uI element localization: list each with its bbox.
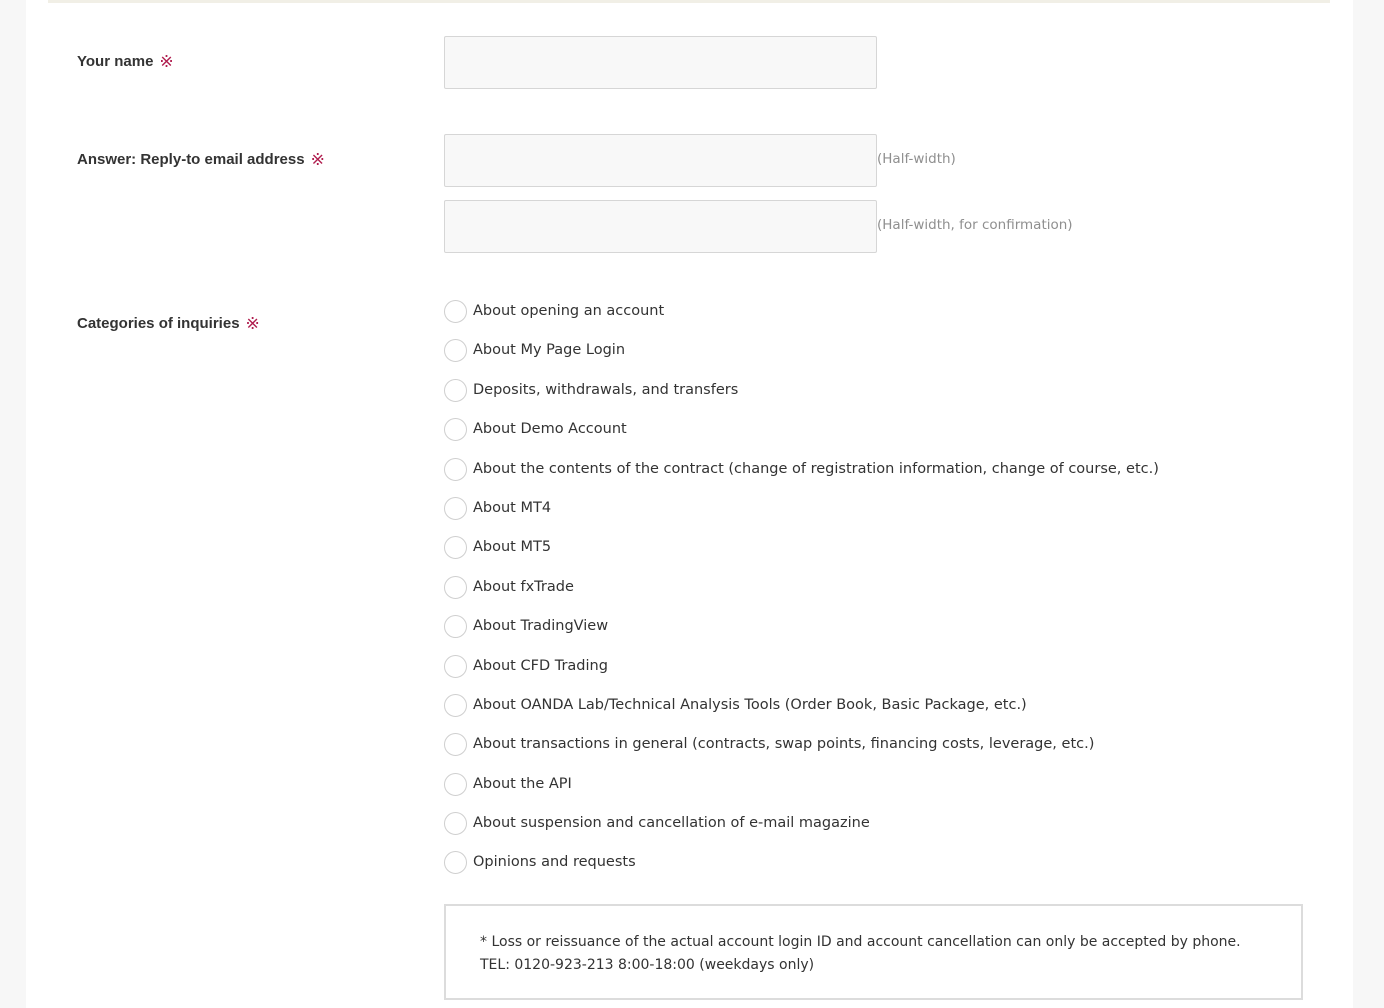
category-option[interactable] [444, 694, 1159, 733]
category-radio-group [444, 300, 1159, 891]
radio-button[interactable] [444, 694, 467, 717]
radio-button[interactable] [444, 851, 467, 874]
category-option[interactable] [444, 379, 1159, 418]
category-option[interactable] [444, 773, 1159, 812]
category-option-label[interactable]: About MT5 [473, 539, 552, 556]
category-option[interactable] [444, 576, 1159, 615]
category-option[interactable] [444, 300, 1159, 339]
top-divider [48, 0, 1330, 3]
category-option-label[interactable]: About suspension and cancellation of e-mail magazine [473, 815, 870, 832]
radio-button[interactable] [444, 812, 467, 835]
category-option-label[interactable]: About transactions in general (contracts, swap points, financing costs, leverage, etc.) [473, 736, 1095, 753]
radio-button[interactable] [444, 615, 467, 638]
email-confirm-hint: (Half-width, for confirmation) [877, 217, 1073, 233]
radio-button[interactable] [444, 418, 467, 441]
category-option-label[interactable]: About the API [473, 775, 572, 792]
category-option[interactable] [444, 418, 1159, 457]
category-label-text: Categories of inquiries [77, 315, 240, 332]
radio-button[interactable] [444, 536, 467, 559]
category-label [77, 315, 260, 332]
radio-button[interactable] [444, 339, 467, 362]
name-label [77, 53, 174, 70]
phone-notice-text: * Loss or reissuance of the actual account login ID and account cancellation can only be accepted by phone. TEL: 0120-923-213 8:00-18:00 (weekdays only) [480, 934, 1241, 973]
radio-button[interactable] [444, 733, 467, 756]
email-hint: (Half-width) [877, 151, 956, 167]
radio-button[interactable] [444, 379, 467, 402]
category-option[interactable] [444, 458, 1159, 497]
required-mark-icon: ※ [310, 150, 325, 169]
category-option-label[interactable]: About My Page Login [473, 342, 626, 359]
category-option[interactable] [444, 812, 1159, 851]
required-mark-icon: ※ [245, 314, 260, 333]
category-option-label[interactable]: Opinions and requests [473, 854, 636, 871]
name-label-text: Your name [77, 53, 154, 70]
category-option-label[interactable]: About Demo Account [473, 421, 627, 438]
category-option-label[interactable]: About the contents of the contract (change of registration information, change of course, etc.) [473, 460, 1159, 477]
category-option[interactable] [444, 733, 1159, 772]
category-option-label[interactable]: Deposits, withdrawals, and transfers [473, 381, 739, 398]
email-label-text: Answer: Reply-to email address [77, 151, 305, 168]
radio-button[interactable] [444, 655, 467, 678]
email-label [77, 151, 325, 168]
category-option[interactable] [444, 851, 1159, 890]
category-option-label[interactable]: About fxTrade [473, 578, 574, 595]
category-option-label[interactable]: About opening an account [473, 303, 665, 319]
category-option[interactable] [444, 536, 1159, 575]
radio-button[interactable] [444, 300, 467, 323]
category-option[interactable] [444, 339, 1159, 378]
category-option-label[interactable]: About OANDA Lab/Technical Analysis Tools (Order Book, Basic Package, etc.) [473, 696, 1027, 713]
name-input[interactable] [444, 36, 877, 89]
radio-button[interactable] [444, 497, 467, 520]
category-option[interactable] [444, 497, 1159, 536]
radio-button[interactable] [444, 458, 467, 481]
radio-button[interactable] [444, 576, 467, 599]
category-option-label[interactable]: About MT4 [473, 499, 552, 516]
category-option-label[interactable]: About CFD Trading [473, 657, 608, 674]
category-option-label[interactable]: About TradingView [473, 618, 609, 635]
category-option[interactable] [444, 615, 1159, 654]
required-mark-icon: ※ [159, 52, 174, 71]
phone-notice-box [444, 904, 1303, 1000]
radio-button[interactable] [444, 773, 467, 796]
category-option[interactable] [444, 655, 1159, 694]
email-input[interactable] [444, 134, 877, 187]
email-confirm-input[interactable] [444, 200, 877, 253]
